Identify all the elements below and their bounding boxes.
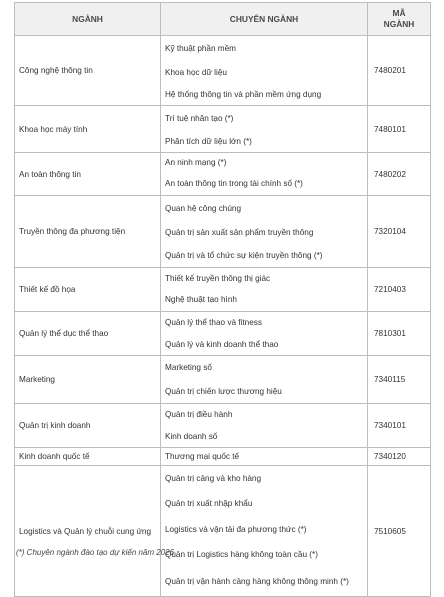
- cell-ma-nganh: 7510605: [368, 466, 431, 597]
- cell-ma-nganh: 7340120: [368, 448, 431, 466]
- cell-chuyen-nganh: [161, 312, 368, 356]
- cell-ma-nganh: 7810301: [368, 312, 431, 356]
- table-header-row: [15, 3, 431, 36]
- table-row: [15, 106, 431, 153]
- table-row: [15, 356, 431, 404]
- chuyen-nganh-item: Trí tuệ nhân tạo (*): [165, 113, 234, 123]
- cell-ma-nganh: 7480101: [368, 106, 431, 153]
- cell-nganh: Thiết kế đồ họa: [15, 268, 161, 312]
- chuyen-nganh-item: Kinh doanh số: [165, 431, 218, 441]
- cell-chuyen-nganh: [161, 153, 368, 196]
- table-row: [15, 448, 431, 466]
- cell-nganh: Quản trị kinh doanh: [15, 404, 161, 448]
- chuyen-nganh-item: Logistics và vận tải đa phương thức (*): [165, 524, 307, 534]
- cell-ma-nganh: 7320104: [368, 196, 431, 268]
- chuyen-nganh-item: Hệ thống thông tin và phần mềm ứng dụng: [165, 90, 322, 99]
- cell-ma-nganh: 7340115: [368, 356, 431, 404]
- chuyen-nganh-item: Marketing số: [165, 363, 212, 372]
- chuyen-nganh-item: An ninh mạng (*): [165, 158, 227, 167]
- table-row: [15, 466, 431, 597]
- table-row: [15, 153, 431, 196]
- cell-nganh: An toàn thông tin: [15, 153, 161, 196]
- chuyen-nganh-item: Phân tích dữ liệu lớn (*): [165, 136, 252, 146]
- cell-nganh: Truyền thông đa phương tiện: [15, 196, 161, 268]
- chuyen-nganh-item: Quản trị và tổ chức sự kiện truyền thông (*): [165, 251, 323, 260]
- chuyen-nganh-item: Quản lý thể thao và fitness: [165, 318, 262, 327]
- chuyen-nganh-item: Kỹ thuật phần mềm: [165, 43, 236, 53]
- chuyen-nganh-item: Khoa học dữ liệu: [165, 67, 227, 77]
- cell-nganh: Marketing: [15, 356, 161, 404]
- majors-table: [14, 2, 431, 597]
- cell-chuyen-nganh: [161, 356, 368, 404]
- table-row: [15, 404, 431, 448]
- cell-nganh: Logistics và Quản lý chuỗi cung ứng: [15, 466, 161, 597]
- chuyen-nganh-item: Quản trị sản xuất sản phẩm truyền thông: [165, 227, 314, 237]
- chuyen-nganh-item: Quản trị xuất nhập khẩu: [165, 498, 253, 508]
- chuyen-nganh-item: Thương mại quốc tế: [165, 452, 240, 461]
- cell-nganh: Công nghệ thông tin: [15, 36, 161, 106]
- chuyen-nganh-item: Nghệ thuật tạo hình: [165, 295, 237, 304]
- table-body: [15, 36, 431, 597]
- chuyen-nganh-item: Thiết kế truyền thông thị giác: [165, 273, 271, 283]
- cell-ma-nganh: 7340101: [368, 404, 431, 448]
- cell-chuyen-nganh: [161, 268, 368, 312]
- chuyen-nganh-item: Quản trị Logistics hàng không toàn cầu (*): [165, 549, 318, 559]
- cell-chuyen-nganh: [161, 106, 368, 153]
- chuyen-nganh-item: Quản trị vận hành cảng hàng không thông minh (*): [165, 576, 349, 586]
- cell-chuyen-nganh: [161, 404, 368, 448]
- chuyen-nganh-item: Quản trị cảng và kho hàng: [165, 473, 262, 483]
- header-nganh: NGÀNH: [15, 3, 161, 36]
- header-ma-nganh: [368, 3, 431, 36]
- cell-chuyen-nganh: [161, 196, 368, 268]
- chuyen-nganh-item: Quản trị điều hành: [165, 410, 233, 419]
- cell-ma-nganh: 7480202: [368, 153, 431, 196]
- chuyen-nganh-item: Quan hệ công chúng: [165, 203, 242, 213]
- table-row: [15, 36, 431, 106]
- header-ma-nganh-line1: MÃ: [392, 8, 406, 18]
- chuyen-nganh-item: Quản trị chiến lược thương hiệu: [165, 386, 282, 396]
- cell-nganh: Khoa học máy tính: [15, 106, 161, 153]
- cell-chuyen-nganh: [161, 36, 368, 106]
- cell-ma-nganh: 7210403: [368, 268, 431, 312]
- cell-ma-nganh: 7480201: [368, 36, 431, 106]
- cell-nganh: Kinh doanh quốc tế: [15, 448, 161, 466]
- chuyen-nganh-item: Quản lý và kinh doanh thể thao: [165, 339, 279, 349]
- chuyen-nganh-item: An toàn thông tin trong tài chính số (*): [165, 179, 303, 188]
- header-ma-nganh-line2: NGÀNH: [383, 19, 415, 29]
- cell-nganh: Quản lý thể dục thể thao: [15, 312, 161, 356]
- header-chuyen-nganh: CHUYÊN NGÀNH: [161, 3, 368, 36]
- table-row: [15, 312, 431, 356]
- table-row: [15, 268, 431, 312]
- footnote: (*) Chuyên ngành đào tạo dự kiến năm 2026: [16, 548, 175, 557]
- table-row: [15, 196, 431, 268]
- cell-chuyen-nganh: [161, 466, 368, 597]
- cell-chuyen-nganh: [161, 448, 368, 466]
